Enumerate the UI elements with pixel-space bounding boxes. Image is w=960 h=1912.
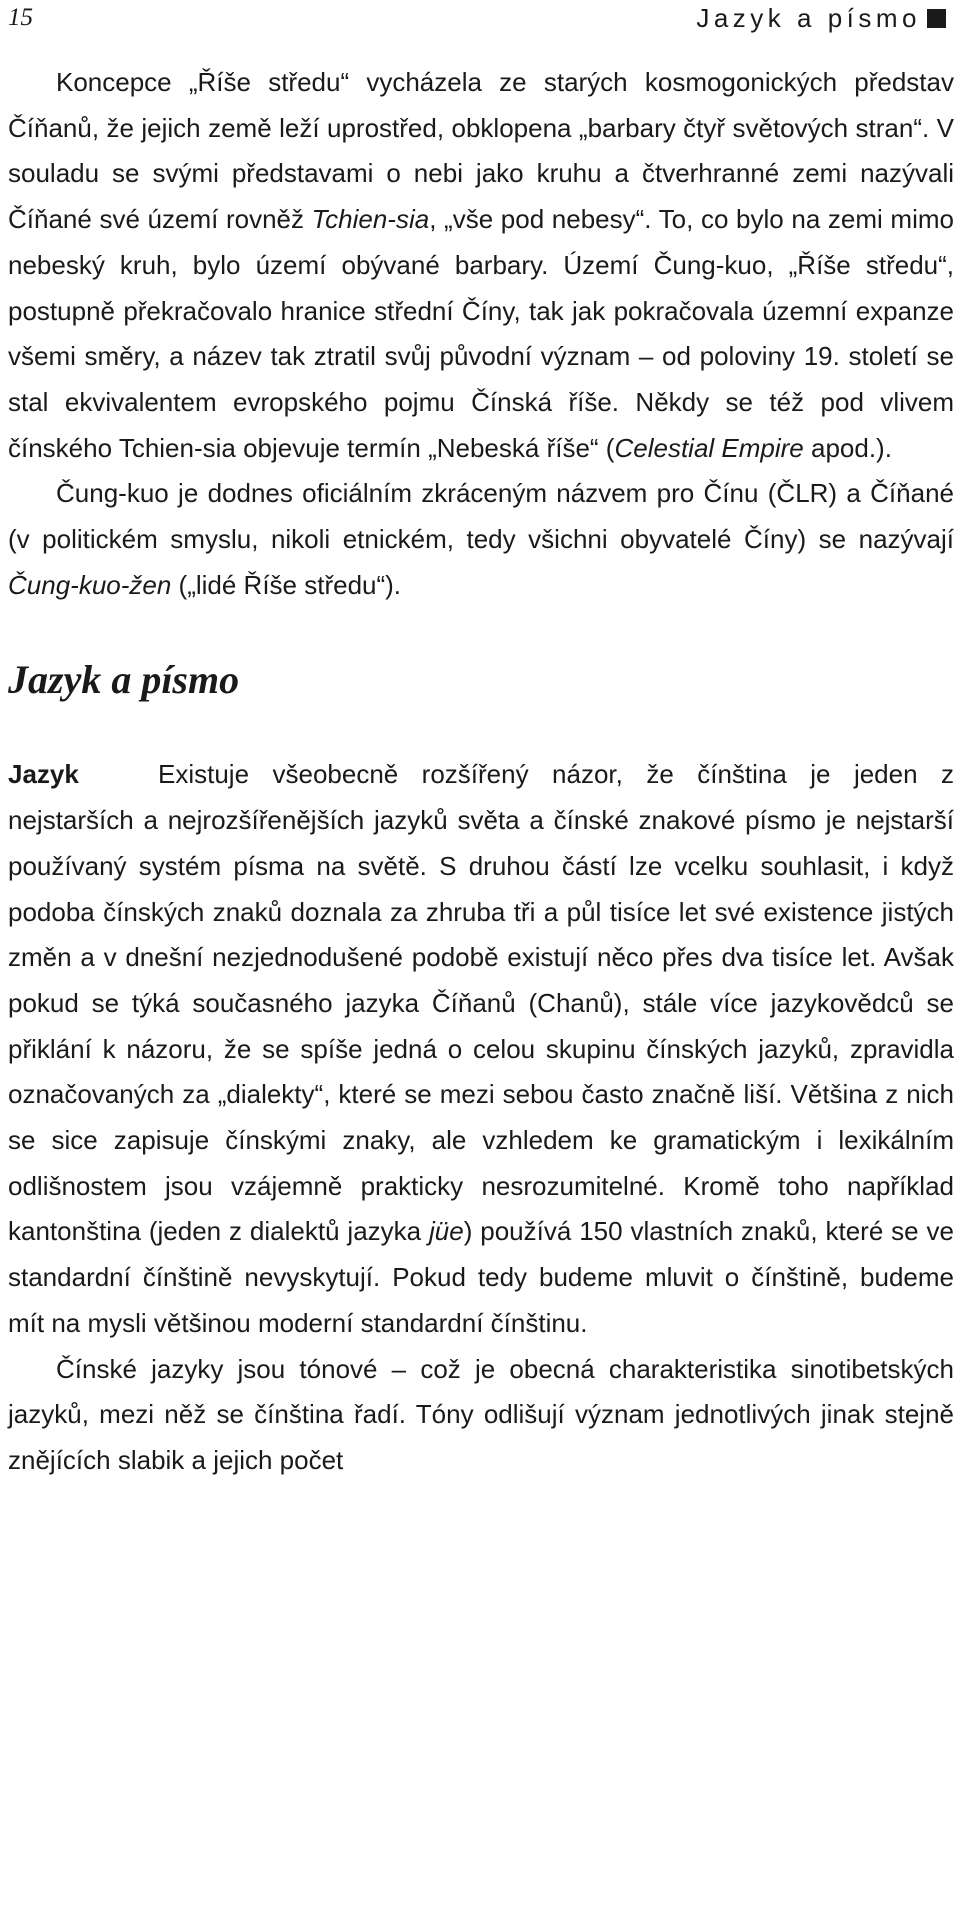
section-paragraph-1 <box>8 752 954 1346</box>
intro-paragraph-2 <box>8 471 954 608</box>
text-run: („lidé Říše středu“). <box>171 569 402 600</box>
running-head <box>696 3 946 34</box>
page-body <box>8 60 954 1484</box>
text-run: Čínské jazyky jsou tónové – což je obecná charakteristika sinotibetských jazyků, mezi něž se čínština řadí. Tóny odlišují význam jednotlivých jinak stejně znějících slabik a jejich počet <box>8 1353 954 1475</box>
running-title: Jazyk a písmo <box>696 2 921 33</box>
black-square-icon <box>927 9 946 28</box>
text-run: , „vše pod nebesy“. To, co bylo na zemi mimo nebeský kruh, bylo území obývané barbary. Území Čung-kuo, „Říše středu“, postupně překračovalo hranice střední Číny, tak jak pokračovala územní expanze všemi směry, a název tak ztratil svůj původní význam – od poloviny 19. století se stal ekvivalentem evropského pojmu Čínská říše. Někdy se též pod vlivem čínského Tchien-sia objevuje termín „Nebeská říše“ ( <box>8 204 954 463</box>
intro-paragraph-1 <box>8 60 954 471</box>
italic-term: jüe <box>429 1216 464 1247</box>
text-run: ) používá 150 vlastních znaků, které se ve standardní čínštině nevyskytují. Pokud tedy budeme mluvit o čínštině, budeme mít na mysli většinou moderní standardní čínštinu. <box>8 1216 954 1338</box>
text-run: Čung-kuo je dodnes oficiálním zkráceným názvem pro Čínu (ČLR) a Číňané (v politickém smyslu, nikoli etnickém, tedy všichni obyvatelé Číny) se nazývají <box>8 478 954 555</box>
text-run: Existuje všeobecně rozšířený názor, že čínština je jeden z nejstarších a nejrozšířenějších jazyků světa a čínské znakové písmo je nejstarší používaný systém písma na světě. S druhou částí lze vcelku souhlasit, i když podoba čínských znaků doznala za zhruba tři a půl tisíce let své existence jistých změn a v dnešní nezjednodušené podobě existují něco přes dva tisíce let. Avšak pokud se týká současného jazyka Číňanů (Chanů), stále více jazykovědců se přiklání k názoru, že se spíše jedná o celou skupinu čínských jazyků, zpravidla označovaných za „dialekty“, které se mezi sebou často značně liší. Většina z nich se sice zapisuje čínskými znaky, ale vzhledem ke gramatickým i lexikálním odlišnostem jsou vzájemně prakticky nesrozumitelné. Kromě toho například kantonština (jeden z dialektů jazyka <box>8 759 954 1247</box>
text-run: apod.). <box>803 432 892 463</box>
italic-term: Čung-kuo-žen <box>8 569 172 600</box>
page-number: 15 <box>8 4 33 31</box>
italic-term: Tchien-sia <box>311 204 430 235</box>
section-title: Jazyk a písmo <box>8 657 240 703</box>
section-paragraph-2 <box>8 1347 954 1484</box>
text-run: Koncepce „Říše středu“ vycházela ze starých kosmogonických představ Číňanů, že jejich země leží uprostřed, obklopena „barbary čtyř světových stran“. V souladu se svými představami o nebi jako kruhu a čtverhranné zemi nazývali Číňané své území rovněž <box>8 67 954 235</box>
runin-heading: Jazyk <box>8 759 79 790</box>
page-header <box>8 0 946 36</box>
italic-term: Celestial Empire <box>614 432 804 463</box>
